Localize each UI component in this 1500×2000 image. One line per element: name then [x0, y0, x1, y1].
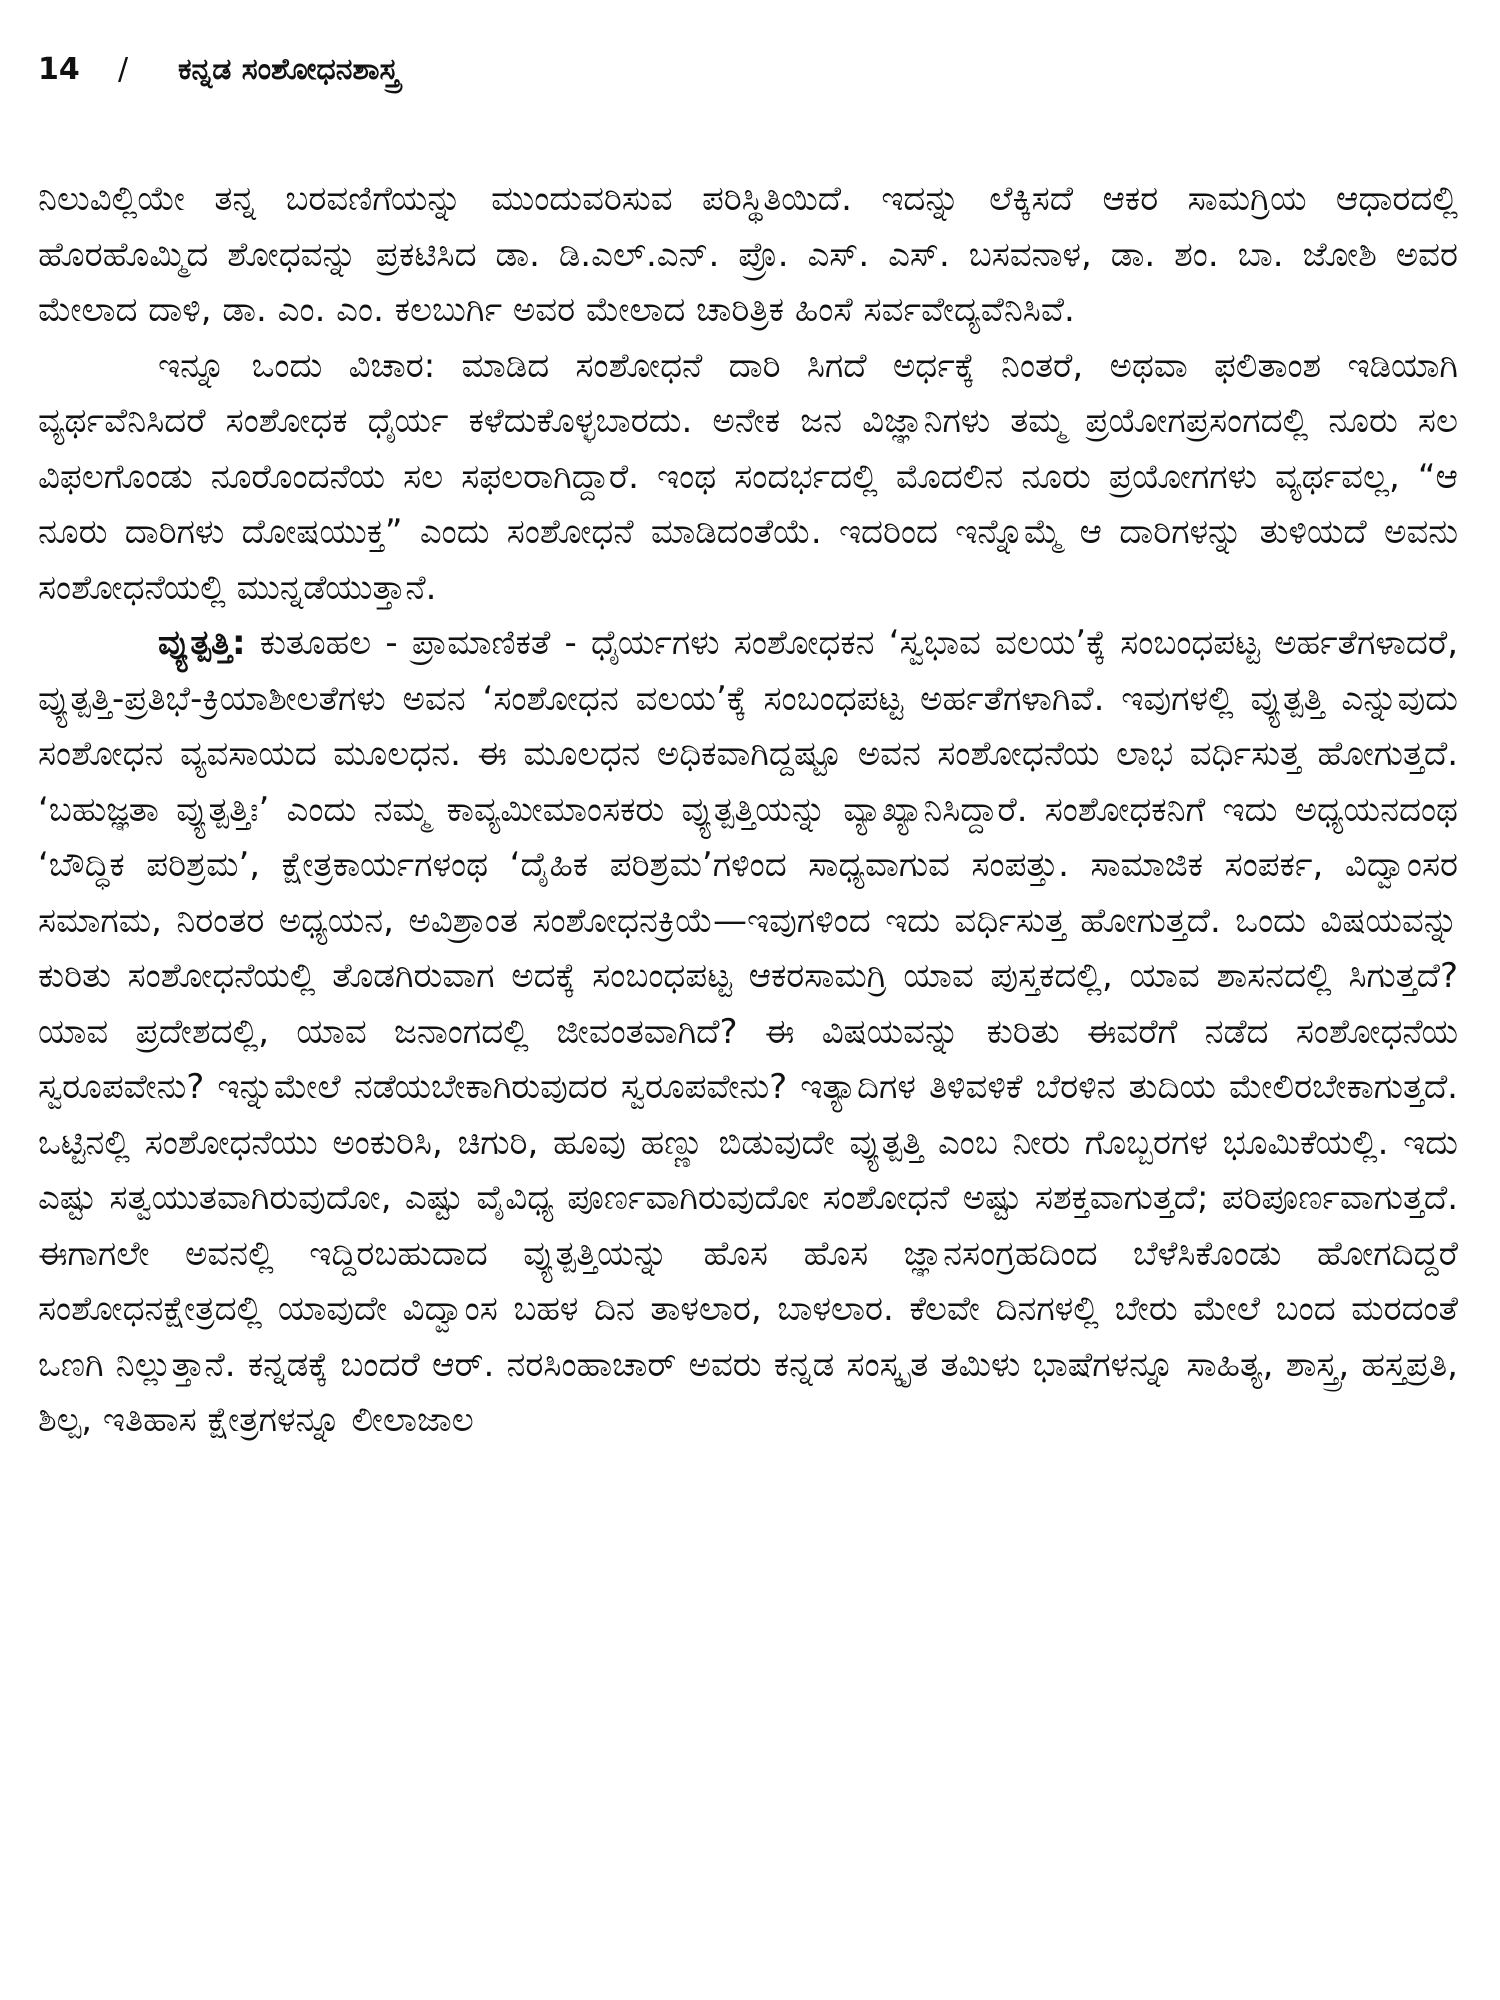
page-number: 14	[38, 52, 80, 87]
book-page	[38, 52, 1458, 1972]
paragraph-1: ನಿಲುವಿಲ್ಲಿಯೇ ತನ್ನ ಬರವಣಿಗೆಯನ್ನು ಮುಂದುವರಿಸುವ ಪರಿಸ್ಥಿತಿಯಿದೆ. ಇದನ್ನು ಲೆಕ್ಕಿಸದೆ ಆಕರ ಸಾಮಗ್ರಿಯ ಆಧಾರದಲ್ಲಿ ಹೊರಹೊಮ್ಮಿದ ಶೋಧವನ್ನು ಪ್ರಕಟಿಸಿದ ಡಾ. ಡಿ.ಎಲ್.ಎನ್. ಪ್ರೊ. ಎಸ್. ಎಸ್. ಬಸವನಾಳ, ಡಾ. ಶಂ. ಬಾ. ಜೋಶಿ ಅವರ ಮೇಲಾದ ದಾಳಿ, ಡಾ. ಎಂ. ಎಂ. ಕಲಬುರ್ಗಿ ಅವರ ಮೇಲಾದ ಚಾರಿತ್ರಿಕ ಹಿಂಸೆ ಸರ್ವವೇದ್ಯವೆನಿಸಿವೆ.	[38, 179, 1458, 330]
running-header	[38, 52, 1458, 112]
paragraph-3	[38, 616, 1458, 1449]
body-text	[38, 172, 1458, 1449]
header-separator: /	[118, 52, 129, 87]
paragraph-2: ಇನ್ನೂ ಒಂದು ವಿಚಾರ: ಮಾಡಿದ ಸಂಶೋಧನೆ ದಾರಿ ಸಿಗದೆ ಅರ್ಧಕ್ಕೆ ನಿಂತರೆ, ಅಥವಾ ಫಲಿತಾಂಶ ಇಡಿಯಾಗಿ ವ್ಯರ್ಥವೆನಿಸಿದರೆ ಸಂಶೋಧಕ ಧೈರ್ಯ ಕಳೆದುಕೊಳ್ಳಬಾರದು. ಅನೇಕ ಜನ ವಿಜ್ಞಾನಿಗಳು ತಮ್ಮ ಪ್ರಯೋಗಪ್ರಸಂಗದಲ್ಲಿ ನೂರು ಸಲ ವಿಫಲಗೊಂಡು ನೂರೊಂದನೆಯ ಸಲ ಸಫಲರಾಗಿದ್ದಾರೆ. ಇಂಥ ಸಂದರ್ಭದಲ್ಲಿ ಮೊದಲಿನ ನೂರು ಪ್ರಯೋಗಗಳು ವ್ಯರ್ಥವಲ್ಲ, “ಆ ನೂರು ದಾರಿಗಳು ದೋಷಯುಕ್ತ” ಎಂದು ಸಂಶೋಧನೆ ಮಾಡಿದಂತೆಯೆ. ಇದರಿಂದ ಇನ್ನೊಮ್ಮೆ ಆ ದಾರಿಗಳನ್ನು ತುಳಿಯದೆ ಅವನು ಸಂಶೋಧನೆಯಲ್ಲಿ ಮುನ್ನಡೆಯುತ್ತಾನೆ.	[38, 345, 1458, 608]
paragraph-3-text: ಕುತೂಹಲ - ಪ್ರಾಮಾಣಿಕತೆ - ಧೈರ್ಯಗಳು ಸಂಶೋಧಕನ ‘ಸ್ವಭಾವ ವಲಯ’ಕ್ಕೆ ಸಂಬಂಧಪಟ್ಟ ಅರ್ಹತೆಗಳಾದರೆ, ವ್ಯುತ್ಪತ್ತಿ-ಪ್ರತಿಭೆ-ಕ್ರಿಯಾಶೀಲತೆಗಳು ಅವನ ‘ಸಂಶೋಧನ ವಲಯ’ಕ್ಕೆ ಸಂಬಂಧಪಟ್ಟ ಅರ್ಹತೆಗಳಾಗಿವೆ. ಇವುಗಳಲ್ಲಿ ವ್ಯುತ್ಪತ್ತಿ ಎನ್ನುವುದು ಸಂಶೋಧನ ವ್ಯವಸಾಯದ ಮೂಲಧನ. ಈ ಮೂಲಧನ ಅಧಿಕವಾಗಿದ್ದಷ್ಟೂ ಅವನ ಸಂಶೋಧನೆಯ ಲಾಭ ವರ್ಧಿಸುತ್ತ ಹೋಗುತ್ತದೆ. ‘ಬಹುಜ್ಞತಾ ವ್ಯುತ್ಪತ್ತಿಃ’ ಎಂದು ನಮ್ಮ ಕಾವ್ಯಮೀಮಾಂಸಕರು ವ್ಯುತ್ಪತ್ತಿಯನ್ನು ವ್ಯಾಖ್ಯಾನಿಸಿದ್ದಾರೆ. ಸಂಶೋಧಕನಿಗೆ ಇದು ಅಧ್ಯಯನದಂಥ ‘ಬೌದ್ಧಿಕ ಪರಿಶ್ರಮ’, ಕ್ಷೇತ್ರಕಾರ್ಯಗಳಂಥ ‘ದೈಹಿಕ ಪರಿಶ್ರಮ’ಗಳಿಂದ ಸಾಧ್ಯವಾಗುವ ಸಂಪತ್ತು. ಸಾಮಾಜಿಕ ಸಂಪರ್ಕ, ವಿದ್ವಾಂಸರ ಸಮಾಗಮ, ನಿರಂತರ ಅಧ್ಯಯನ, ಅವಿಶ್ರಾಂತ ಸಂಶೋಧನಕ್ರಿಯೆ—ಇವುಗಳಿಂದ ಇದು ವರ್ಧಿಸುತ್ತ ಹೋಗುತ್ತದೆ. ಒಂದು ವಿಷಯವನ್ನು ಕುರಿತು ಸಂಶೋಧನೆಯಲ್ಲಿ ತೊಡಗಿರುವಾಗ ಅದಕ್ಕೆ ಸಂಬಂಧಪಟ್ಟ ಆಕರಸಾಮಗ್ರಿ ಯಾವ ಪುಸ್ತಕದಲ್ಲಿ, ಯಾವ ಶಾಸನದಲ್ಲಿ ಸಿಗುತ್ತದೆ? ಯಾವ ಪ್ರದೇಶದಲ್ಲಿ, ಯಾವ ಜನಾಂಗದಲ್ಲಿ ಜೀವಂತವಾಗಿದೆ? ಈ ವಿಷಯವನ್ನು ಕುರಿತು ಈವರೆಗೆ ನಡೆದ ಸಂಶೋಧನೆಯ ಸ್ವರೂಪವೇನು? ಇನ್ನುಮೇಲೆ ನಡೆಯಬೇಕಾಗಿರುವುದರ ಸ್ವರೂಪವೇನು? ಇತ್ಯಾದಿಗಳ ತಿಳಿವಳಿಕೆ ಬೆರಳಿನ ತುದಿಯ ಮೇಲಿರಬೇಕಾಗುತ್ತದೆ. ಒಟ್ಟಿನಲ್ಲಿ ಸಂಶೋಧನೆಯು ಅಂಕುರಿಸಿ, ಚಿಗುರಿ, ಹೂವು ಹಣ್ಣು ಬಿಡುವುದೇ ವ್ಯುತ್ಪತ್ತಿ ಎಂಬ ನೀರು ಗೊಬ್ಬರಗಳ ಭೂಮಿಕೆಯಲ್ಲಿ. ಇದು ಎಷ್ಟು ಸತ್ವಯುತವಾಗಿರುವುದೋ, ಎಷ್ಟು ವೈವಿಧ್ಯ ಪೂರ್ಣವಾಗಿರುವುದೋ ಸಂಶೋಧನೆ ಅಷ್ಟು ಸಶಕ್ತವಾಗುತ್ತದೆ; ಪರಿಪೂರ್ಣವಾಗುತ್ತದೆ. ಈಗಾಗಲೇ ಅವನಲ್ಲಿ ಇದ್ದಿರಬಹುದಾದ ವ್ಯುತ್ಪತ್ತಿಯನ್ನು ಹೊಸ ಹೊಸ ಜ್ಞಾನಸಂಗ್ರಹದಿಂದ ಬೆಳೆಸಿಕೊಂಡು ಹೋಗದಿದ್ದರೆ ಸಂಶೋಧನಕ್ಷೇತ್ರದಲ್ಲಿ ಯಾವುದೇ ವಿದ್ವಾಂಸ ಬಹಳ ದಿನ ತಾಳಲಾರ, ಬಾಳಲಾರ. ಕೆಲವೇ ದಿನಗಳಲ್ಲಿ ಬೇರು ಮೇಲೆ ಬಂದ ಮರದಂತೆ ಒಣಗಿ ನಿಲ್ಲುತ್ತಾನೆ. ಕನ್ನಡಕ್ಕೆ ಬಂದರೆ ಆರ್. ನರಸಿಂಹಾಚಾರ್ ಅವರು ಕನ್ನಡ ಸಂಸ್ಕೃತ ತಮಿಳು ಭಾಷೆಗಳನ್ನೂ ಸಾಹಿತ್ಯ, ಶಾಸ್ತ್ರ, ಹಸ್ತಪ್ರತಿ, ಶಿಲ್ಪ, ಇತಿಹಾಸ ಕ್ಷೇತ್ರಗಳನ್ನೂ ಲೀಲಾಜಾಲ	[38, 623, 1458, 1440]
section-term: ವ್ಯುತ್ಪತ್ತಿ:	[158, 623, 246, 663]
book-title: ಕನ್ನಡ ಸಂಶೋಧನಶಾಸ್ತ್ರ	[178, 52, 399, 87]
